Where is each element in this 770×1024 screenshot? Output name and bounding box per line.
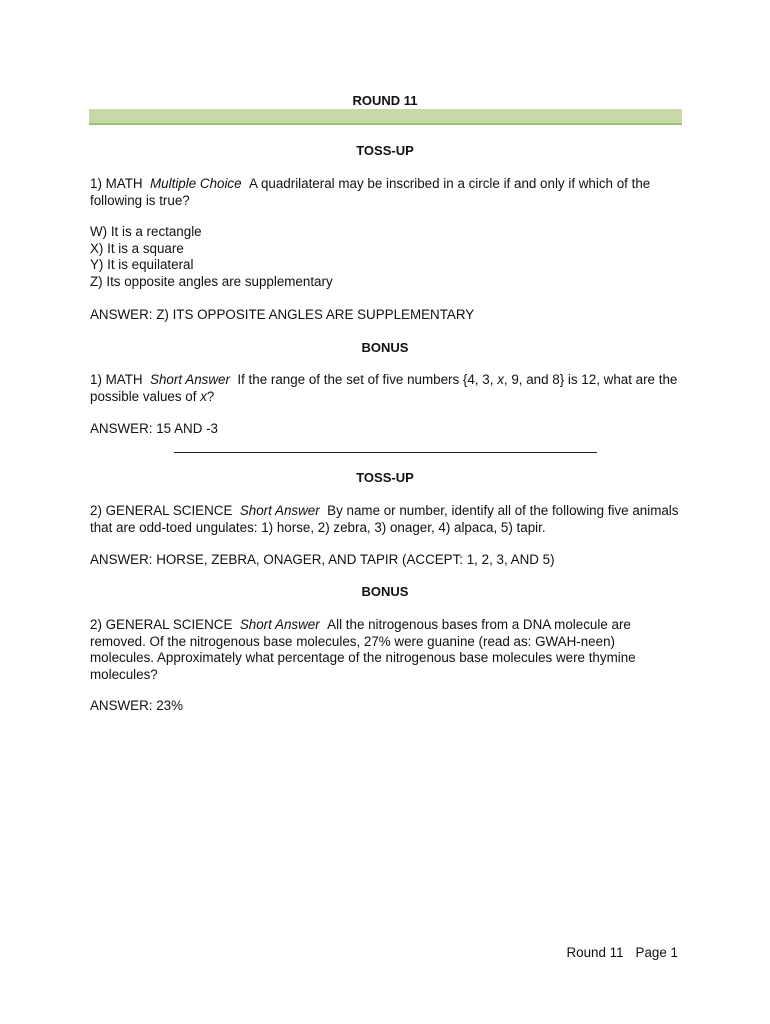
choice-z: Z) Its opposite angles are supplementary	[90, 273, 333, 289]
question-1	[90, 176, 680, 209]
bonus-1-text-b: , 9, and 8} is 12, what are the possible values of	[90, 372, 678, 404]
bonus-1-var-x: x	[497, 372, 504, 387]
section-divider	[174, 452, 597, 453]
bonus-1-answer: ANSWER: 15 AND -3	[90, 421, 218, 436]
bonus-2-text: All the nitrogenous bases from a DNA molecule are removed. Of the nitrogenous base molecules, 27% were guanine (read as: GWAH-neen) molecules. Approximately what percentage of the nitrogenous base molecules were thymine molecules?	[90, 617, 636, 682]
choice-x: X) It is a square	[90, 240, 184, 256]
footer-page: Page 1	[635, 945, 678, 960]
question-1-choices	[90, 224, 680, 290]
bonus-1-text-c: ?	[206, 388, 215, 404]
bonus-1-text-a: If the range of the set of five numbers {4, 3,	[237, 372, 494, 387]
bonus-1-type: Short Answer	[150, 372, 230, 387]
question-2	[90, 503, 680, 536]
round-title: ROUND 11	[352, 93, 418, 108]
bonus-2-subject: 2) GENERAL SCIENCE	[90, 617, 233, 632]
tossup-heading-2: TOSS-UP	[356, 470, 414, 485]
bonus-1-subject: 1) MATH	[90, 372, 143, 387]
bonus-heading-2: BONUS	[361, 584, 409, 599]
question-2-answer: ANSWER: HORSE, ZEBRA, ONAGER, AND TAPIR (ACCEPT: 1, 2, 3, AND 5)	[90, 552, 555, 567]
question-1-answer: ANSWER: Z) ITS OPPOSITE ANGLES ARE SUPPLEMENTARY	[90, 307, 475, 322]
bonus-1-var-x-2: x	[200, 388, 207, 404]
choice-w: W) It is a rectangle	[90, 224, 202, 239]
question-1-subject: 1) MATH	[90, 176, 143, 191]
question-2-type: Short Answer	[239, 503, 320, 518]
question-2-subject: 2) GENERAL SCIENCE	[90, 503, 233, 518]
bonus-2-type: Short Answer	[239, 617, 320, 632]
bonus-2-answer: ANSWER: 23%	[90, 698, 184, 713]
footer-round: Round 11	[566, 945, 624, 960]
question-1-text: A quadrilateral may be inscribed in a circle if and only if which of the following is true?	[90, 176, 651, 208]
question-2-text: By name or number, identify all of the following five animals that are odd-toed ungulates: 1) horse, 2) zebra, 3) onager, 4) alpaca, 5) tapir.	[90, 503, 679, 535]
bonus-heading-1: BONUS	[361, 340, 409, 355]
tossup-heading-1: TOSS-UP	[356, 143, 414, 158]
bonus-2	[90, 617, 680, 683]
page-footer	[566, 945, 678, 962]
header-green-bar	[89, 109, 682, 125]
choice-y: Y) It is equilateral	[90, 257, 194, 272]
question-1-type: Multiple Choice	[150, 176, 242, 191]
bonus-1	[90, 372, 680, 405]
